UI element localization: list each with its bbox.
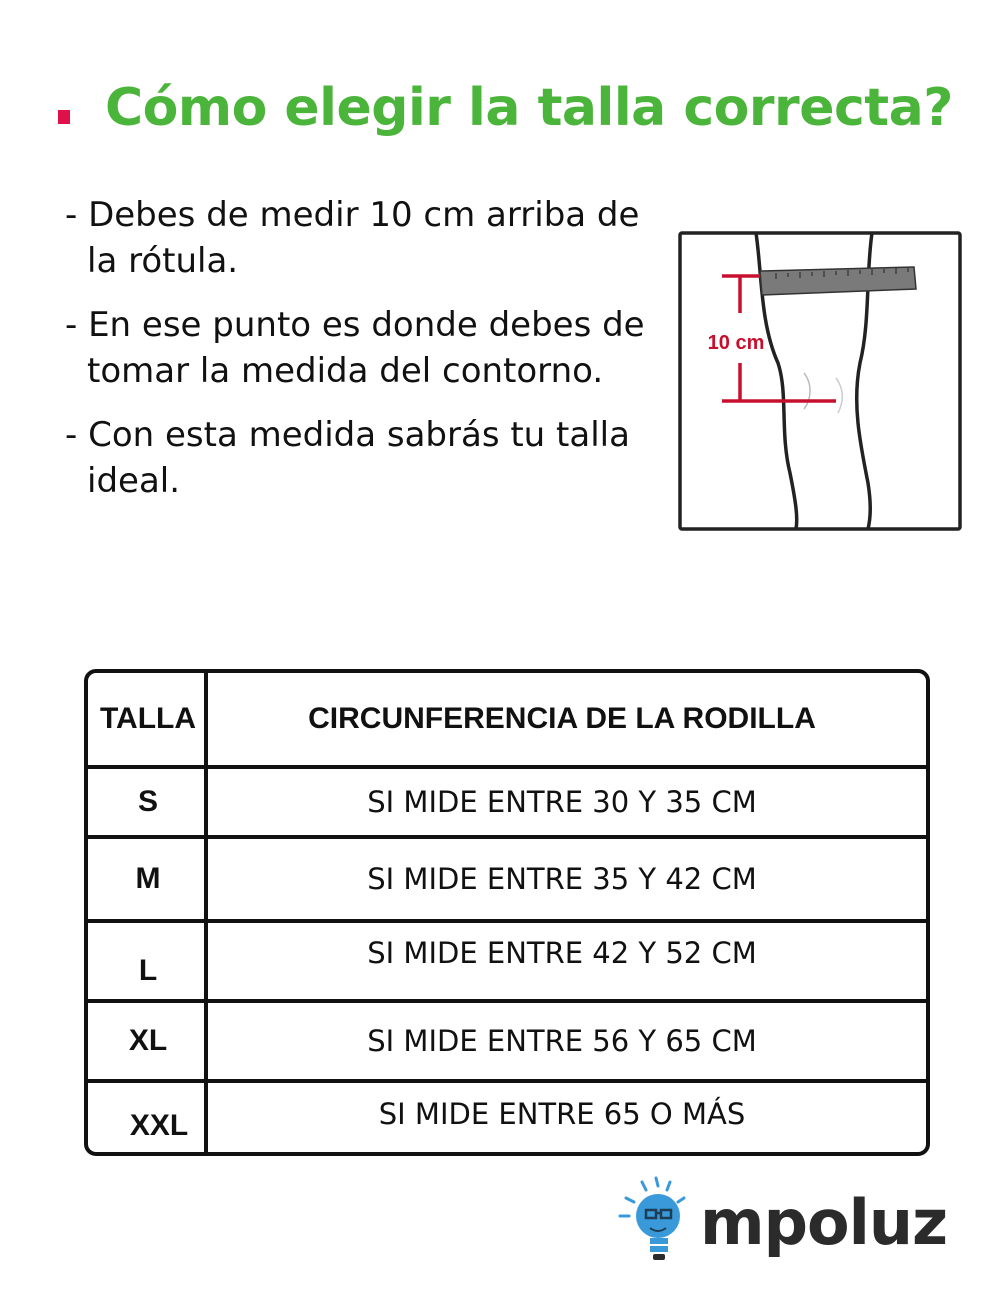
header-circumference: CIRCUNFERENCIA DE LA RODILLA: [308, 702, 816, 735]
row-size: XL: [128, 1024, 168, 1057]
table-row: [88, 839, 926, 919]
table-row: [88, 1083, 926, 1156]
row-size: S: [137, 785, 158, 818]
table-row: [88, 1003, 926, 1079]
instructions: [65, 192, 655, 522]
instruction-measure-point: - Debes de medir 10 cm arriba de la rótula.: [65, 195, 640, 281]
bullet-icon: [58, 110, 70, 124]
row-range: SI MIDE ENTRE 56 Y 65 CM: [367, 1024, 757, 1058]
instruction-ideal-size: - Con esta medida sabrás tu talla ideal.: [65, 415, 630, 501]
page-title: Cómo elegir la talla correcta?: [105, 78, 953, 138]
logo: [612, 1172, 952, 1272]
logo-text: mpoluz: [700, 1186, 948, 1259]
row-size: L: [138, 954, 158, 987]
row-range: SI MIDE ENTRE 30 Y 35 CM: [367, 785, 757, 819]
knee-measurement-diagram: [676, 203, 964, 535]
instruction-contour: - En ese punto es donde debes de tomar la medida del contorno.: [65, 305, 645, 391]
row-range: SI MIDE ENTRE 35 Y 42 CM: [367, 862, 757, 896]
size-table: [84, 669, 930, 1156]
row-range: SI MIDE ENTRE 65 O MÁS: [378, 1096, 746, 1131]
row-size: M: [135, 862, 161, 895]
row-size: XXL: [129, 1108, 189, 1142]
table-row: [88, 769, 926, 835]
measure-label: 10 cm: [707, 332, 765, 354]
lightbulb-mascot-icon: [612, 1172, 702, 1272]
row-range: SI MIDE ENTRE 42 Y 52 CM: [367, 936, 757, 970]
title-row: [50, 78, 980, 158]
header-size: TALLA: [99, 702, 197, 735]
table-header-row: [88, 673, 926, 765]
table-row: [88, 923, 926, 999]
